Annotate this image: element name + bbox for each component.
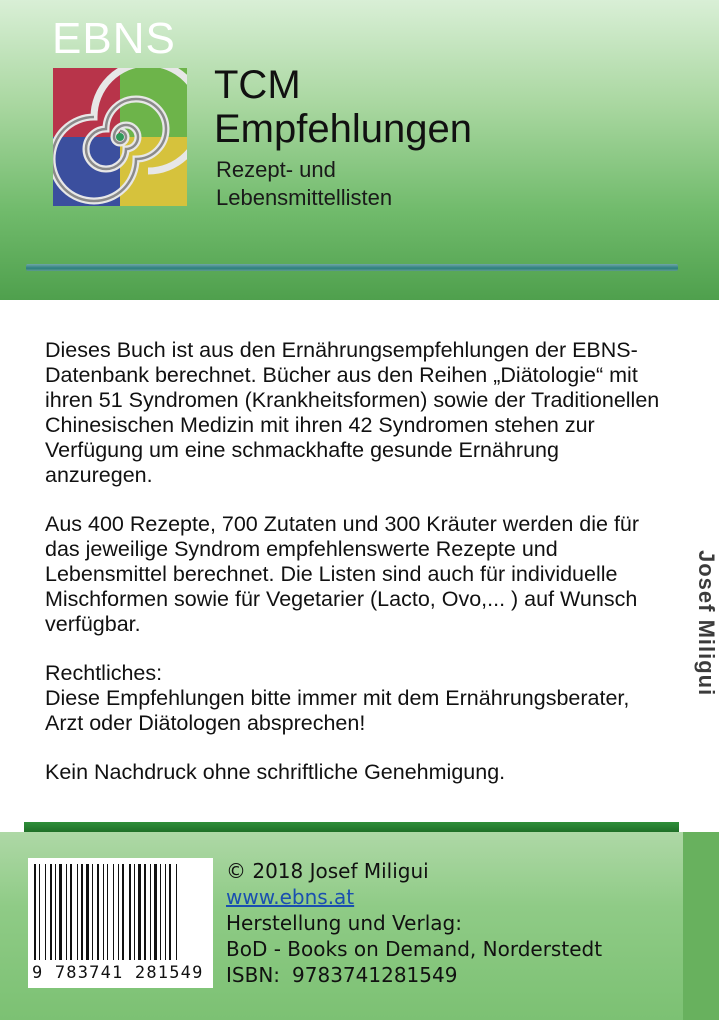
barcode-bar	[122, 864, 124, 960]
spine-author-text: Josef Miligui	[694, 550, 719, 697]
barcode-bar	[45, 864, 46, 960]
footer-divider	[24, 822, 679, 832]
barcode-bar	[138, 864, 141, 960]
barcode-bar	[66, 864, 67, 960]
spiral-logo-icon	[53, 68, 187, 206]
book-spine	[686, 550, 719, 810]
barcode-digits: 9 783741 281549	[32, 963, 204, 983]
publisher-label: Herstellung und Verlag:	[226, 911, 462, 935]
barcode-bar	[81, 864, 83, 960]
barcode-bar	[55, 864, 56, 960]
spine-strip	[683, 832, 719, 1020]
barcode-bar	[77, 864, 78, 960]
barcode-bar	[160, 864, 161, 960]
subtitle-line-1: Rezept- und	[216, 157, 336, 182]
header-divider	[26, 264, 678, 271]
barcode-bar	[165, 864, 166, 960]
barcode-bar	[176, 864, 177, 960]
barcode-bar	[103, 864, 104, 960]
isbn-value: 9783741281549	[292, 963, 458, 987]
barcode-bar	[129, 864, 131, 960]
barcode-bar	[34, 864, 36, 960]
reprint-notice: Kein Nachdruck ohne schriftliche Genehmigung.	[45, 760, 506, 784]
barcode-bar	[169, 864, 171, 960]
barcode-bar	[59, 864, 62, 960]
barcode-bar	[50, 864, 52, 960]
barcode-bar	[92, 864, 93, 960]
title-tcm: TCM	[214, 63, 301, 107]
barcode-bar	[144, 864, 146, 960]
isbn-label: ISBN:	[226, 963, 281, 987]
subtitle-line-2: Lebensmittellisten	[216, 185, 393, 210]
barcode-bar	[97, 864, 99, 960]
barcode-bar	[118, 864, 119, 960]
barcode-bar	[39, 864, 40, 960]
copyright-line: © 2018 Josef Miligui	[226, 859, 429, 883]
barcode-bar	[107, 864, 108, 960]
description-paragraph-1: Dieses Buch ist aus den Ernährungsempfehlungen der EBNS-Datenbank berechnet. Bücher aus den Reihen „Diätologie“ mit ihren 51 Syndromen (Krankheitsformen) sowie der Traditionellen Chinesischen Medizin mit ihren 42 Syndromen stehen zur Verfügung um eine schmackhafte gesunde Ernährung anzuregen.	[45, 338, 660, 487]
back-cover-text	[45, 338, 665, 785]
imprint-block	[226, 858, 602, 988]
isbn-barcode	[28, 858, 213, 988]
cover-header	[0, 0, 719, 300]
barcode-icon	[32, 864, 208, 962]
isbn-line	[226, 962, 602, 988]
brand-logo-text: EBNS	[52, 14, 176, 63]
barcode-bar	[154, 864, 157, 960]
website-link[interactable]: www.ebns.at	[226, 885, 355, 909]
barcode-bar	[150, 864, 151, 960]
legal-text: Diese Empfehlungen bitte immer mit dem Ernährungsberater, Arzt oder Diätologen absprechen!	[45, 686, 630, 735]
barcode-bar	[70, 864, 72, 960]
barcode-bar	[113, 864, 114, 960]
legal-heading: Rechtliches:	[45, 661, 163, 685]
publisher-name: BoD - Books on Demand, Norderstedt	[226, 937, 603, 961]
title-empfehlungen: Empfehlungen	[214, 107, 472, 151]
barcode-bar	[86, 864, 89, 960]
description-paragraph-2: Aus 400 Rezepte, 700 Zutaten und 300 Kräuter werden die für das jeweilige Syndrom empfehlenswerte Rezepte und Lebensmittel berechnet. Die Listen sind auch für individuelle Mischformen sowie für Vegetarier (Lacto, Ovo,... ) auf Wunsch verfügbar.	[45, 512, 640, 636]
barcode-bar	[134, 864, 135, 960]
